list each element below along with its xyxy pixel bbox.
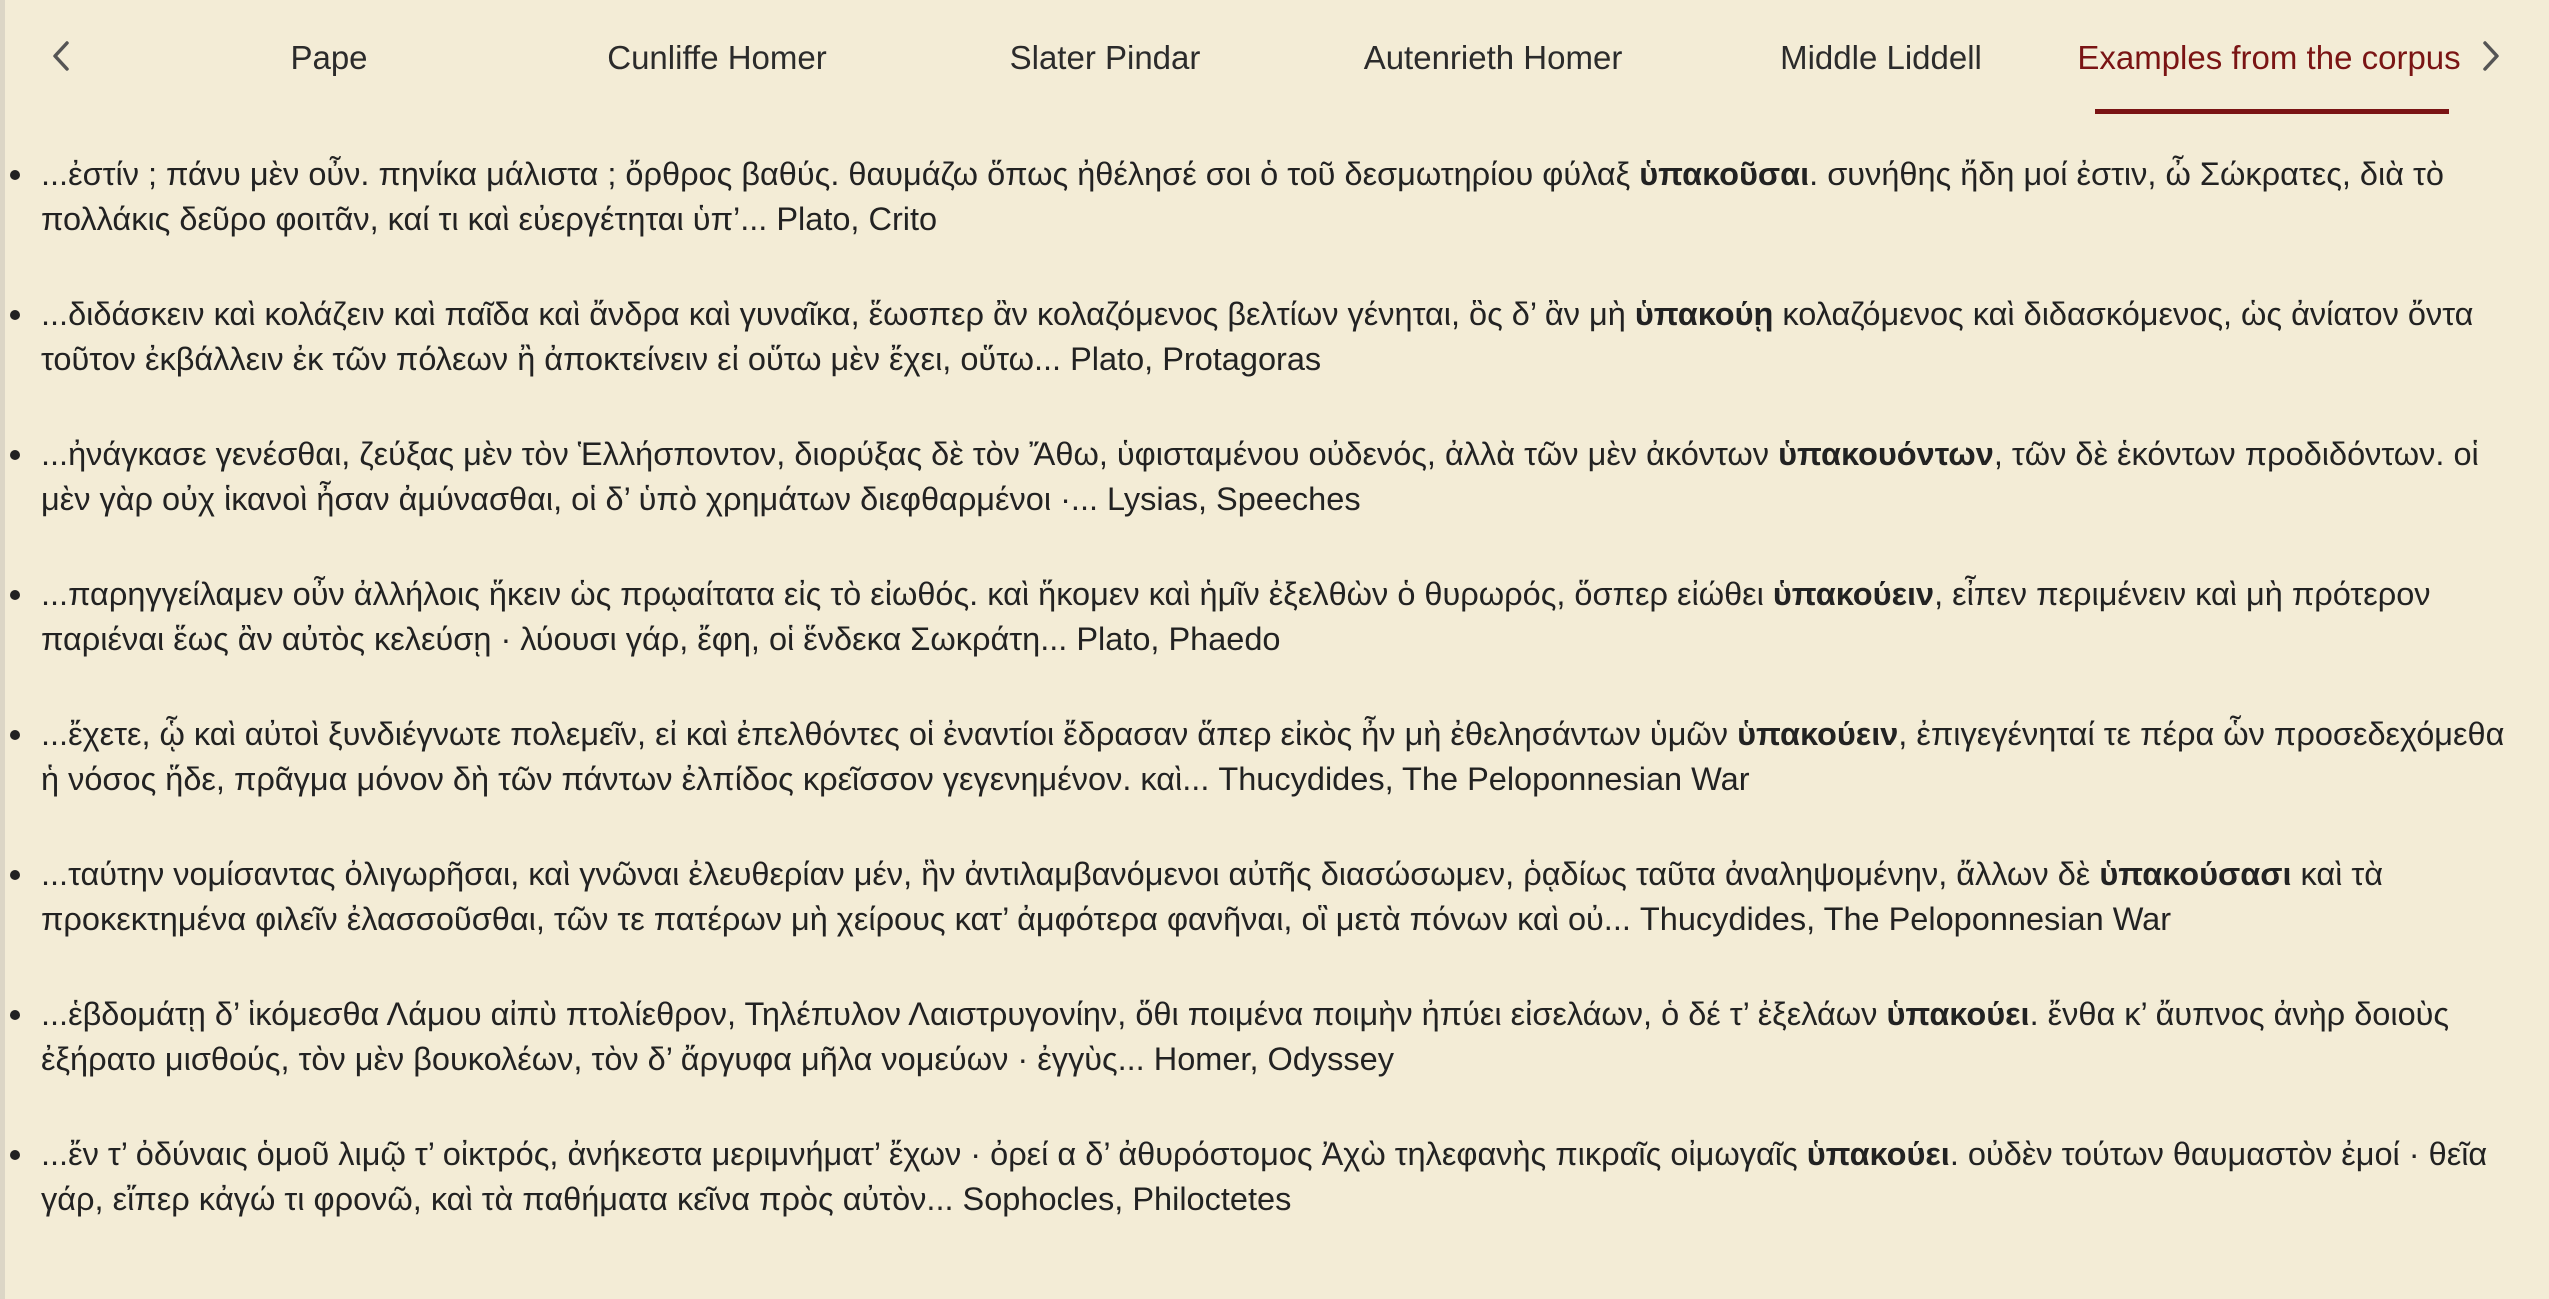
bullet-icon (10, 590, 20, 600)
example-text-before: ...ἐστίν ; πάνυ μὲν οὖν. πηνίκα μάλιστα ; ὄρθρος βαθύς. θαυμάζω ὅπως ἠθέλησέ σοι ὁ τοῦ δεσμωτηρίου φύλαξ (41, 156, 1640, 192)
bullet-icon (10, 450, 20, 460)
example-text-before: ...παρηγγείλαμεν οὖν ἀλλήλοις ἥκειν ὡς πρῳαίτατα εἰς τὸ εἰωθός. καὶ ἥκομεν καὶ ἡμῖν ἐξελθὼν ὁ θυρωρός, ὅσπερ εἰώθει (41, 576, 1773, 612)
bullet-icon (10, 1010, 20, 1020)
example-text-after: . συνήθης ἤδη μοί ἐστιν, ὦ Σώκρατες, διὰ τὸ πολλάκις δεῦρο φοιτᾶν, καί τι καὶ εὐεργέτηται ὑπ’... Plato, Crito (41, 156, 2444, 237)
bullet-icon (10, 170, 20, 180)
chevron-right-icon[interactable] (2469, 34, 2513, 78)
example-text-after: κολαζόμενος καὶ διδασκόμενος, ὡς ἀνίατον ὄντα τοῦτον ἐκβάλλειν ἐκ τῶν πόλεων ἢ ἀποκτείνειν εἰ οὕτω μὲν ἔχει, οὕτω... Plato, Protagoras (41, 296, 2474, 377)
example-keyword: ὑπακούει (1806, 1136, 1950, 1172)
example-keyword: ὑπακούειν (1772, 576, 1935, 612)
example-keyword: ὑπακούειν (1737, 716, 1899, 752)
list-item (0, 572, 2549, 662)
bullet-icon (10, 1150, 20, 1160)
tab-slater-pindar[interactable]: Slater Pindar (1009, 39, 1201, 76)
example-text-before: ...ἠνάγκασε γενέσθαι, ζεύξας μὲν τὸν Ἑλλήσποντον, διορύξας δὲ τὸν Ἄθω, ὑφισταμένου οὐδενός, ἀλλὰ τῶν μὲν ἀκόντων (41, 436, 1779, 472)
list-item (0, 852, 2549, 942)
example-keyword: ὑπακούῃ (1634, 296, 1774, 332)
example-keyword: ὑπακουόντων (1778, 436, 1994, 472)
example-text-before: ...ἔχετε, ᾧ καὶ αὐτοὶ ξυνδιέγνωτε πολεμεῖν, εἰ καὶ ἐπελθόντες οἱ ἐναντίοι ἔδρασαν ἅπερ εἰκὸς ἦν μὴ ἐθελησάντων ὑμῶν (41, 716, 1738, 752)
dictionary-tab-bar (5, 0, 2549, 116)
list-item (0, 712, 2549, 802)
example-text-after: , τῶν δὲ ἑκόντων προδιδόντων. οἱ μὲν γὰρ οὐχ ἱκανοὶ ἦσαν ἀμύνασθαι, οἱ δ’ ὑπὸ χρημάτων διεφθαρμένοι ·... Lysias, Speeches (41, 436, 2479, 517)
bullet-icon (10, 870, 20, 880)
tab-autenrieth-homer[interactable]: Autenrieth Homer (1363, 39, 1623, 76)
tab-list (135, 0, 2463, 116)
example-text-before: ...διδάσκειν καὶ κολάζειν καὶ παῖδα καὶ ἄνδρα καὶ γυναῖκα, ἕωσπερ ἂν κολαζόμενος βελτίων γένηται, ὃς δ’ ἂν μὴ (41, 296, 1635, 332)
example-keyword: ὑπακοῦσαι (1639, 156, 1810, 192)
example-keyword: ὑπακούει (1886, 996, 2030, 1032)
example-text-before: ...ἑβδομάτῃ δ’ ἱκόμεσθα Λάμου αἰπὺ πτολίεθρον, Τηλέπυλον Λαιστρυγονίην, ὅθι ποιμένα ποιμὴν ἠπύει εἰσελάων, ὁ δέ τ’ ἐξελάων (41, 996, 1887, 1032)
example-keyword: ὑπακούσασι (2099, 856, 2292, 892)
list-item (0, 292, 2549, 382)
list-item (0, 1132, 2549, 1222)
example-text-after: , ἐπιγεγένηταί τε πέρα ὧν προσεδεχόμεθα ἡ νόσος ἥδε, πρᾶγμα μόνον δὴ τῶν πάντων ἐλπίδος κρεῖσσον γεγενημένον. καὶ... Thucydides, The Peloponnesian War (41, 716, 2505, 797)
bullet-icon (10, 310, 20, 320)
example-text-after: καὶ τὰ προκεκτημένα φιλεῖν ἐλασσοῦσθαι, τῶν τε πατέρων μὴ χείρους κατ’ ἀμφότερα φανῆναι, οἳ μετὰ πόνων καὶ οὐ... Thucydides, The Peloponnesian War (41, 856, 2384, 937)
example-text-before: ...ταύτην νομίσαντας ὀλιγωρῆσαι, καὶ γνῶναι ἐλευθερίαν μέν, ἣν ἀντιλαμβανόμενοι αὐτῆς διασώσωμεν, ῥᾳδίως ταῦτα ἀναληψομένην, ἄλλων δὲ (41, 856, 2100, 892)
tab-examples-from-the-corpus[interactable]: Examples from the corpus (2075, 0, 2463, 116)
example-text-after: , εἶπεν περιμένειν καὶ μὴ πρότερον παριέναι ἕως ἂν αὐτὸς κελεύσῃ · λύουσι γάρ, ἔφη, οἱ ἕνδεκα Σωκράτη... Plato, Phaedo (41, 576, 2431, 657)
tab-pape[interactable]: Pape (290, 39, 368, 76)
chevron-left-icon[interactable] (39, 34, 83, 78)
example-text-after: . ἔνθα κ’ ἄυπνος ἀνὴρ δοιοὺς ἐξήρατο μισθούς, τὸν μὲν βουκολέων, τὸν δ’ ἄργυφα μῆλα νομεύων · ἐγγὺς... Homer, Odyssey (41, 996, 2450, 1077)
bullet-icon (10, 730, 20, 740)
list-item (0, 152, 2549, 242)
example-text-before: ...ἔν τ’ ὀδύναις ὁμοῦ λιμῷ τ’ οἰκτρός, ἀνήκεστα μεριμνήματ’ ἔχων · ὀρεί α δ’ ἀθυρόστομος Ἀχὼ τηλεφανὴς πικραῖς οἰμωγαῖς (41, 1136, 1807, 1172)
corpus-examples-list (0, 152, 2549, 1272)
list-item (0, 432, 2549, 522)
tab-middle-liddell[interactable]: Middle Liddell (1780, 39, 1982, 76)
list-item (0, 992, 2549, 1082)
tab-cunliffe-homer[interactable]: Cunliffe Homer (607, 39, 827, 76)
example-text-after: . οὐδὲν τούτων θαυμαστὸν ἐμοί · θεῖα γάρ, εἴπερ κἀγώ τι φρονῶ, καὶ τὰ παθήματα κεῖνα πρὸς αὐτὸν... Sophocles, Philoctetes (41, 1136, 2488, 1217)
